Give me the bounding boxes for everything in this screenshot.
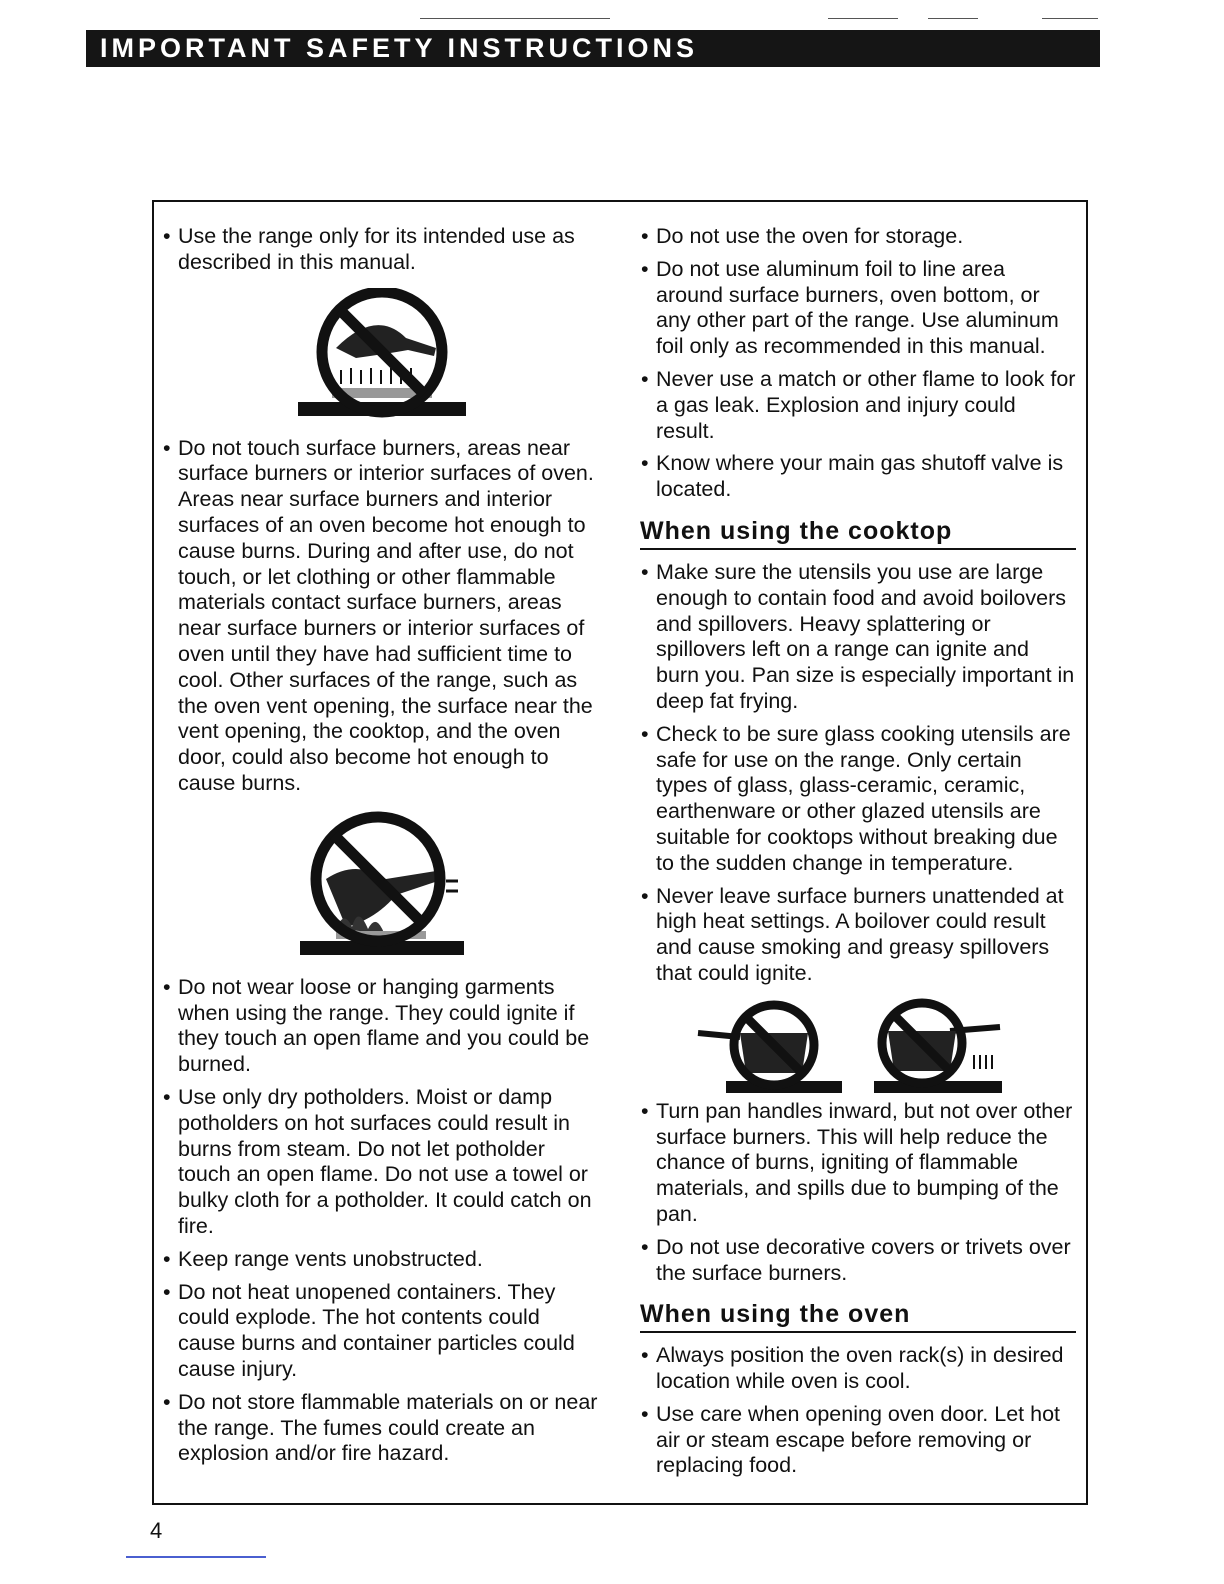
right-column <box>640 224 1076 1486</box>
list-item: • Turn pan handles inward, but not over other surface burners. This will help reduce the chance of burns, igniting of flammable materials, and spills due to bumping of the pan. <box>640 1099 1076 1228</box>
list-item: • Know where your main gas shutoff valve is located. <box>640 451 1076 503</box>
footer-rule <box>126 1556 266 1558</box>
list-item: • Do not use aluminum foil to line area around surface burners, oven bottom, or any other part of the range. Use aluminum foil only as recommended in this manual. <box>640 257 1076 360</box>
list-item: • Always position the oven rack(s) in desired location while oven is cool. <box>640 1343 1076 1395</box>
figure-no-loose-garments <box>162 809 602 959</box>
no-pan-handle-outward-icon <box>696 997 846 1095</box>
page-number: 4 <box>150 1518 163 1543</box>
list-item: • Do not store flammable materials on or near the range. The fumes could create an explosion and/or fire hazard. <box>162 1390 602 1467</box>
no-loose-garments-icon <box>296 809 468 959</box>
page-header: IMPORTANT SAFETY INSTRUCTIONS <box>86 30 1100 67</box>
list-item: • Keep range vents unobstructed. <box>162 1247 602 1273</box>
list-item: • Use care when opening oven door. Let hot air or steam escape before removing or replacing food. <box>640 1402 1076 1479</box>
top-rule-1 <box>420 18 610 19</box>
list-item: • Use only dry potholders. Moist or damp potholders on hot surfaces could result in burns from steam. Do not let potholder touch an open flame. Do not use a towel or bulky cloth for a potholder. It could catch on fire. <box>162 1085 602 1240</box>
list-item: • Make sure the utensils you use are large enough to contain food and avoid boilovers and spillovers. Heavy splattering or spillovers left on a range can ignite and burn you. Pan size is especially important in deep fat frying. <box>640 560 1076 715</box>
top-rule-4 <box>1042 18 1098 19</box>
no-touch-hot-surface-icon <box>296 288 468 420</box>
figure-pan-handles <box>640 997 1076 1095</box>
list-item: • Do not use the oven for storage. <box>640 224 1076 250</box>
list-item: • Do not heat unopened containers. They could explode. The hot contents could cause burns and container particles could cause injury. <box>162 1280 602 1383</box>
list-item: • Never use a match or other flame to look for a gas leak. Explosion and injury could result. <box>640 367 1076 444</box>
cooktop-section-heading: When using the cooktop <box>640 517 1076 550</box>
figure-no-touch <box>162 288 602 420</box>
list-item: • Never leave surface burners unattended at high heat settings. A boilover could result and cause smoking and greasy spillovers that could ignite. <box>640 884 1076 987</box>
list-item: • Do not wear loose or hanging garments when using the range. They could ignite if they touch an open flame and you could be burned. <box>162 975 602 1078</box>
list-item: • Use the range only for its intended use as described in this manual. <box>162 224 602 276</box>
list-item: • Do not use decorative covers or trivets over the surface burners. <box>640 1235 1076 1287</box>
oven-section-heading: When using the oven <box>640 1300 1076 1333</box>
list-item: • Check to be sure glass cooking utensils are safe for use on the range. Only certain types of glass, glass-ceramic, ceramic, earthenware or other glazed utensils are suitable for cooktops without breaking due to the sudden change in temperature. <box>640 722 1076 877</box>
no-pan-handle-over-burner-icon <box>870 997 1020 1095</box>
list-item: • Do not touch surface burners, areas near surface burners or interior surfaces of oven. Areas near surface burners and interior surfaces of an oven become hot enough to cause burns. During and after use, do not touch, or let clothing or other flammable materials contact surface burners, areas near surface burners or interior surfaces of oven until they have had sufficient time to cool. Other surfaces of the range, such as the oven vent opening, the surface near the vent opening, the cooktop, and the oven door, could also become hot enough to cause burns. <box>162 436 602 797</box>
top-rule-2 <box>828 18 898 19</box>
safety-instructions-box <box>152 200 1088 1505</box>
left-column <box>162 224 602 1474</box>
top-rule-3 <box>928 18 978 19</box>
